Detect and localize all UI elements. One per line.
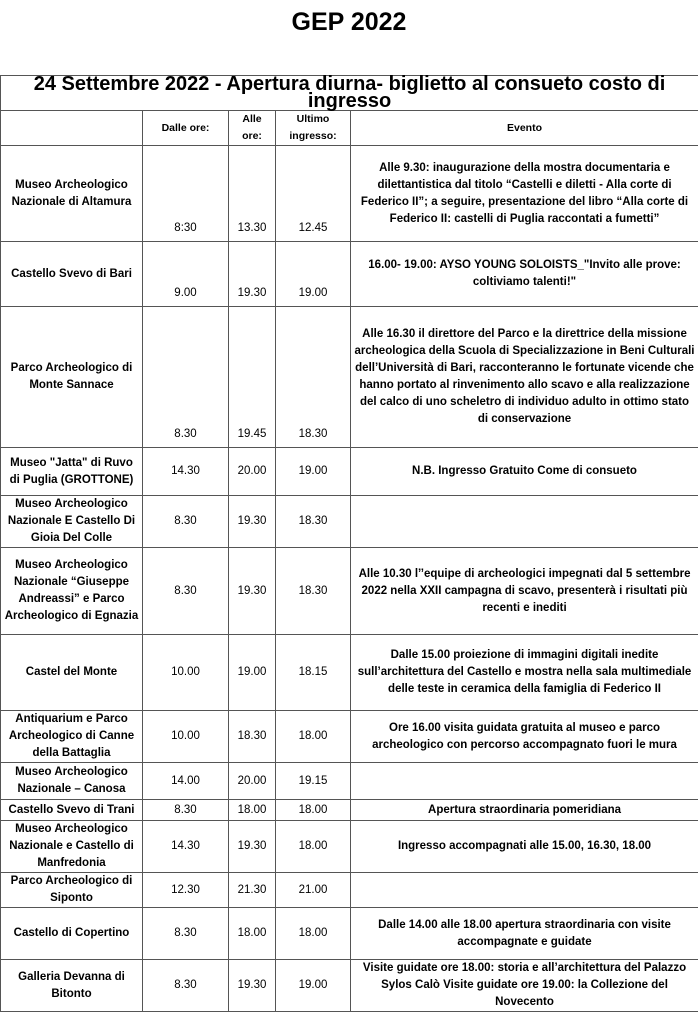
event-cell <box>351 873 698 908</box>
from-time-cell: 8:30 <box>143 146 229 242</box>
table-row <box>1 711 698 763</box>
to-time-cell: 13.30 <box>229 146 276 242</box>
table-row <box>1 873 698 908</box>
to-time-cell: 19.30 <box>229 548 276 635</box>
header-last-entry: Ultimo ingresso: <box>276 111 351 146</box>
event-cell: N.B. Ingresso Gratuito Come di consueto <box>351 448 698 496</box>
to-time-cell: 18.00 <box>229 908 276 960</box>
table-row <box>1 960 698 1012</box>
venue-cell: Parco Archeologico di Siponto <box>1 873 143 908</box>
venue-cell: Castello di Copertino <box>1 908 143 960</box>
venue-cell: Parco Archeologico di Monte Sannace <box>1 307 143 448</box>
table-row <box>1 635 698 711</box>
last-entry-cell: 19.00 <box>276 960 351 1012</box>
last-entry-cell: 18.00 <box>276 908 351 960</box>
from-time-cell: 8.30 <box>143 307 229 448</box>
table-row <box>1 496 698 548</box>
last-entry-cell: 18.30 <box>276 548 351 635</box>
table-row <box>1 448 698 496</box>
from-time-cell: 8.30 <box>143 548 229 635</box>
event-cell <box>351 496 698 548</box>
event-cell <box>351 763 698 800</box>
event-cell: Ingresso accompagnati alle 15.00, 16.30, 18.00 <box>351 821 698 873</box>
header-to: Alle ore: <box>229 111 276 146</box>
last-entry-cell: 12.45 <box>276 146 351 242</box>
to-time-cell: 19.30 <box>229 496 276 548</box>
last-entry-cell: 18.15 <box>276 635 351 711</box>
to-time-cell: 19.30 <box>229 960 276 1012</box>
from-time-cell: 8.30 <box>143 960 229 1012</box>
table-row <box>1 763 698 800</box>
last-entry-cell: 19.00 <box>276 242 351 307</box>
schedule-table <box>0 75 698 1012</box>
table-row <box>1 146 698 242</box>
last-entry-cell: 19.15 <box>276 763 351 800</box>
to-time-cell: 19.00 <box>229 635 276 711</box>
to-time-cell: 20.00 <box>229 763 276 800</box>
from-time-cell: 9.00 <box>143 242 229 307</box>
to-time-cell: 19.30 <box>229 242 276 307</box>
table-row <box>1 800 698 821</box>
to-time-cell: 21.30 <box>229 873 276 908</box>
header-event: Evento <box>351 111 698 146</box>
from-time-cell: 10.00 <box>143 711 229 763</box>
banner-row <box>1 76 698 111</box>
event-cell: Ore 16.00 visita guidata gratuita al museo e parco archeologico con percorso accompagnato fuori le mura <box>351 711 698 763</box>
to-time-cell: 20.00 <box>229 448 276 496</box>
from-time-cell: 8.30 <box>143 496 229 548</box>
to-time-cell: 18.30 <box>229 711 276 763</box>
event-cell: Alle 16.30 il direttore del Parco e la direttrice della missione archeologica della Scuola di Specializzazione in Beni Culturali dell’Università di Bari, racconteranno le fortunate vicende che hanno portato al rinvenimento allo scavo e alla realizzazione del calco di uno scheletro di individuo adulto in ottimo stato di conservazione <box>351 307 698 448</box>
table-row <box>1 908 698 960</box>
event-cell: Alle 10.30 l’’equipe di archeologici impegnati dal 5 settembre 2022 nella XXII campagna di scavo, presenterà i risultati più recenti e inediti <box>351 548 698 635</box>
last-entry-cell: 18.30 <box>276 307 351 448</box>
event-cell: Visite guidate ore 18.00: storia e all’architettura del Palazzo Sylos Calò Visite guidate ore 19.00: la Collezione del Novecento <box>351 960 698 1012</box>
venue-cell: Castello Svevo di Bari <box>1 242 143 307</box>
header-row <box>1 111 698 146</box>
to-time-cell: 19.45 <box>229 307 276 448</box>
from-time-cell: 8.30 <box>143 908 229 960</box>
header-from: Dalle ore: <box>143 111 229 146</box>
table-row <box>1 548 698 635</box>
venue-cell: Antiquarium e Parco Archeologico di Canne della Battaglia <box>1 711 143 763</box>
last-entry-cell: 18.30 <box>276 496 351 548</box>
event-cell: Dalle 14.00 alle 18.00 apertura straordinaria con visite accompagnate e guidate <box>351 908 698 960</box>
venue-cell: Castel del Monte <box>1 635 143 711</box>
header-venue <box>1 111 143 146</box>
from-time-cell: 14.00 <box>143 763 229 800</box>
from-time-cell: 14.30 <box>143 821 229 873</box>
last-entry-cell: 19.00 <box>276 448 351 496</box>
document-title: GEP 2022 <box>0 8 698 37</box>
from-time-cell: 12.30 <box>143 873 229 908</box>
from-time-cell: 10.00 <box>143 635 229 711</box>
event-cell: 16.00- 19.00: AYSO YOUNG SOLOISTS_"Invito alle prove: coltiviamo talenti!" <box>351 242 698 307</box>
from-time-cell: 14.30 <box>143 448 229 496</box>
event-cell: Dalle 15.00 proiezione di immagini digitali inedite sull’architettura del Castello e mostra nella sala multimediale delle teste in ceramica della famiglia di Federico II <box>351 635 698 711</box>
table-row <box>1 242 698 307</box>
event-cell: Alle 9.30: inaugurazione della mostra documentaria e dilettantistica dal titolo “Castelli e diletti - Alla corte di Federico II”; a seguire, presentazione del libro “Alla corte di Federico II: castelli di Puglia raccontati a fumetti” <box>351 146 698 242</box>
last-entry-cell: 18.00 <box>276 711 351 763</box>
venue-cell: Galleria Devanna di Bitonto <box>1 960 143 1012</box>
table-banner: 24 Settembre 2022 - Apertura diurna- biglietto al consueto costo di ingresso <box>1 76 698 111</box>
venue-cell: Museo Archeologico Nazionale di Altamura <box>1 146 143 242</box>
venue-cell: Museo Archeologico Nazionale “Giuseppe Andreassi” e Parco Archeologico di Egnazia <box>1 548 143 635</box>
venue-cell: Museo Archeologico Nazionale E Castello Di Gioia Del Colle <box>1 496 143 548</box>
last-entry-cell: 21.00 <box>276 873 351 908</box>
venue-cell: Museo "Jatta" di Ruvo di Puglia (GROTTONE) <box>1 448 143 496</box>
venue-cell: Museo Archeologico Nazionale – Canosa <box>1 763 143 800</box>
table-row <box>1 307 698 448</box>
venue-cell: Museo Archeologico Nazionale e Castello di Manfredonia <box>1 821 143 873</box>
event-cell: Apertura straordinaria pomeridiana <box>351 800 698 821</box>
last-entry-cell: 18.00 <box>276 821 351 873</box>
to-time-cell: 19.30 <box>229 821 276 873</box>
from-time-cell: 8.30 <box>143 800 229 821</box>
venue-cell: Castello Svevo di Trani <box>1 800 143 821</box>
to-time-cell: 18.00 <box>229 800 276 821</box>
last-entry-cell: 18.00 <box>276 800 351 821</box>
table-row <box>1 821 698 873</box>
